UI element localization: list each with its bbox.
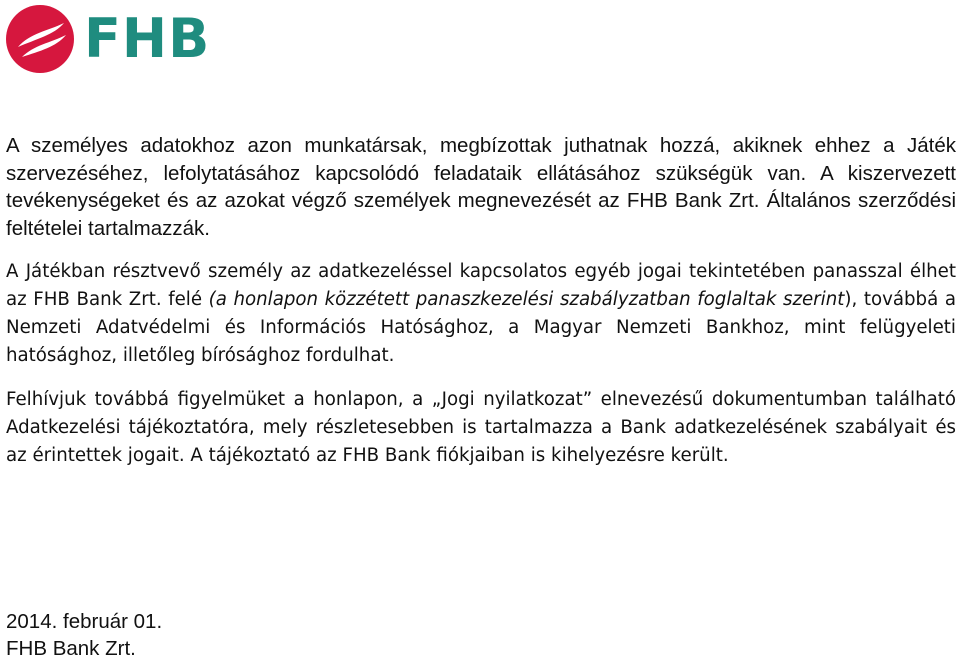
signature-date: 2014. február 01. [6, 610, 163, 633]
fhb-circle-logo-icon [6, 5, 74, 73]
paragraph-complaints [6, 258, 956, 370]
document-body [6, 132, 956, 470]
logo-text: FHB [84, 7, 211, 70]
paragraph-complaints-text-1: A Játékban résztvevő személy az adatkezeléssel kapcsolatos egyéb jogai tekintetében panasszal élhet az FHB Bank Zrt. felé [6, 261, 956, 310]
paragraph-complaints-text-2: ), továbbá a Nemzeti Adatvédelmi és Információs Hatósághoz, a Magyar Nemzeti Bankhoz, mint felügyeleti hatósághoz, illetőleg bírósághoz fordulhat. [6, 289, 956, 366]
signature-block [6, 608, 162, 662]
paragraph-legal-notice: Felhívjuk továbbá figyelmüket a honlapon, a „Jogi nyilatkozat” elnevezésű dokumentumban található Adatkezelési tájékoztatóra, mely részletesebben is tartalmazza a Bank adatkezelésének szabályait és az érintettek jogait. A tájékoztató az FHB Bank fiókjaiban is kihelyezésre került. [6, 389, 956, 466]
fhb-logo [6, 4, 210, 74]
paragraph-complaints-italic: (a honlapon közzétett panaszkezelési szabályzatban foglaltak szerint [208, 289, 845, 310]
paragraph-data-access: A személyes adatokhoz azon munkatársak, megbízottak juthatnak hozzá, akiknek ehhez a Játék szervezéséhez, lefolytatásához kapcsolódó feladataik ellátásához szükségük van. A kiszervezett tevékenységeket és az azokat végző személyek megnevezését az FHB Bank Zrt. Általános szerződési feltételei tartalmazzák. [6, 134, 956, 240]
signature-company: FHB Bank Zrt. [6, 637, 136, 660]
